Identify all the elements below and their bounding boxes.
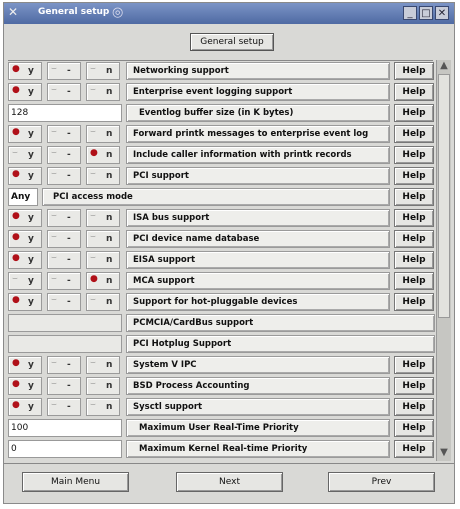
tristate-radio-n[interactable] [86, 167, 120, 185]
option-label: Maximum User Real-Time Priority [126, 419, 390, 437]
value-input[interactable]: 0 [8, 440, 122, 458]
option-row [8, 334, 433, 354]
radio-unselected-icon: ⌣ [51, 148, 57, 158]
tristate-radio-y[interactable] [8, 377, 42, 395]
radio-selected-icon: ● [12, 211, 20, 221]
option-label: EISA support [126, 251, 390, 269]
radio-selected-icon: ● [12, 379, 20, 389]
submenu-button[interactable]: PCMCIA/CardBus support [126, 314, 435, 332]
tristate-letter: y [28, 255, 34, 265]
option-row [8, 397, 433, 417]
tristate-letter: n [106, 255, 113, 265]
option-row [8, 124, 433, 144]
option-label: Maximum Kernel Real-time Priority [126, 440, 390, 458]
option-label: PCI device name database [126, 230, 390, 248]
tristate-radio-y[interactable] [8, 293, 42, 311]
option-label: Support for hot-pluggable devices [126, 293, 390, 311]
tristate-letter: y [28, 297, 34, 307]
radio-selected-icon: ● [12, 295, 20, 305]
radio-selected-icon: ● [12, 127, 20, 137]
radio-selected-icon: ● [12, 64, 20, 74]
close-button[interactable]: ✕ [435, 6, 449, 20]
help-button[interactable]: Help [394, 125, 434, 143]
tristate-letter: n [106, 297, 113, 307]
radio-unselected-icon: ⌣ [51, 211, 57, 221]
option-row [8, 229, 433, 249]
scrollbar-thumb[interactable] [438, 74, 450, 318]
tristate-letter: - [67, 276, 71, 286]
radio-unselected-icon: ⌣ [51, 127, 57, 137]
tristate-radio-m[interactable] [47, 377, 81, 395]
prev-button[interactable]: Prev [328, 472, 435, 492]
option-label: Forward printk messages to enterprise event log [126, 125, 390, 143]
help-button[interactable]: Help [394, 293, 434, 311]
radio-unselected-icon: ⌣ [90, 211, 96, 221]
value-input[interactable]: 128 [8, 104, 122, 122]
vertical-scrollbar[interactable] [436, 60, 451, 461]
tristate-letter: - [67, 234, 71, 244]
radio-unselected-icon: ⌣ [51, 232, 57, 242]
general-setup-header-button[interactable]: General setup [190, 33, 274, 51]
help-button[interactable]: Help [394, 146, 434, 164]
tristate-letter: n [106, 213, 113, 223]
tristate-letter: - [67, 213, 71, 223]
tristate-radio-y[interactable] [8, 62, 42, 80]
option-label: Include caller information with printk records [126, 146, 390, 164]
tristate-letter: - [67, 150, 71, 160]
radio-unselected-icon: ⌣ [90, 379, 96, 389]
tristate-letter: n [106, 381, 113, 391]
next-button[interactable]: Next [176, 472, 283, 492]
help-button[interactable]: Help [394, 440, 434, 458]
radio-unselected-icon: ⌣ [90, 295, 96, 305]
tristate-letter: y [28, 381, 34, 391]
tristate-radio-n[interactable] [86, 146, 120, 164]
window-title: General setup [38, 7, 110, 17]
radio-unselected-icon: ⌣ [90, 400, 96, 410]
tristate-letter: y [28, 276, 34, 286]
radio-unselected-icon: ⌣ [51, 253, 57, 263]
radio-unselected-icon: ⌣ [90, 127, 96, 137]
help-button[interactable]: Help [394, 356, 434, 374]
radio-unselected-icon: ⌣ [51, 169, 57, 179]
tristate-radio-n[interactable] [86, 230, 120, 248]
radio-selected-icon: ● [90, 274, 98, 284]
tristate-radio-y[interactable] [8, 146, 42, 164]
help-button[interactable]: Help [394, 83, 434, 101]
scroll-up-arrow-icon[interactable]: ▲ [440, 60, 448, 71]
tristate-letter: - [67, 297, 71, 307]
tristate-radio-n[interactable] [86, 83, 120, 101]
tristate-letter: y [28, 150, 34, 160]
tristate-radio-m[interactable] [47, 356, 81, 374]
tristate-radio-y[interactable] [8, 356, 42, 374]
tristate-radio-n[interactable] [86, 356, 120, 374]
help-button[interactable]: Help [394, 251, 434, 269]
radio-unselected-icon: ⌣ [51, 358, 57, 368]
radio-unselected-icon: ⌣ [12, 274, 18, 284]
tristate-letter: - [67, 381, 71, 391]
tristate-radio-n[interactable] [86, 251, 120, 269]
empty-option-cell [8, 335, 122, 353]
tristate-radio-m[interactable] [47, 167, 81, 185]
radio-selected-icon: ● [12, 85, 20, 95]
tristate-radio-m[interactable] [47, 398, 81, 416]
option-row [8, 82, 433, 102]
tristate-letter: n [106, 234, 113, 244]
radio-unselected-icon: ⌣ [51, 379, 57, 389]
radio-unselected-icon: ⌣ [12, 148, 18, 158]
tristate-radio-n[interactable] [86, 62, 120, 80]
tristate-radio-m[interactable] [47, 230, 81, 248]
radio-selected-icon: ● [12, 358, 20, 368]
option-row [8, 166, 433, 186]
general-setup-window [3, 2, 455, 504]
tristate-radio-y[interactable] [8, 167, 42, 185]
tristate-letter: n [106, 171, 113, 181]
tristate-radio-m[interactable] [47, 62, 81, 80]
tristate-radio-n[interactable] [86, 377, 120, 395]
help-button[interactable]: Help [394, 377, 434, 395]
option-label: Networking support [126, 62, 390, 80]
option-label: MCA support [126, 272, 390, 290]
empty-option-cell [8, 314, 122, 332]
tristate-letter: - [67, 255, 71, 265]
options-list [8, 60, 433, 462]
help-button[interactable]: Help [394, 272, 434, 290]
tristate-letter: y [28, 87, 34, 97]
option-row [8, 355, 433, 375]
radio-selected-icon: ● [12, 400, 20, 410]
tristate-letter: y [28, 129, 34, 139]
tristate-radio-y[interactable] [8, 125, 42, 143]
help-button[interactable]: Help [394, 209, 434, 227]
option-label: Sysctl support [126, 398, 390, 416]
scroll-down-arrow-icon[interactable]: ▼ [440, 447, 448, 458]
tristate-radio-m[interactable] [47, 272, 81, 290]
tristate-letter: y [28, 360, 34, 370]
option-row [8, 439, 433, 459]
radio-unselected-icon: ⌣ [51, 400, 57, 410]
option-label: Eventlog buffer size (in K bytes) [126, 104, 390, 122]
radio-unselected-icon: ⌣ [90, 232, 96, 242]
radio-selected-icon: ● [12, 169, 20, 179]
option-row [8, 250, 433, 270]
pci-access-mode-select[interactable]: Any [8, 188, 38, 206]
option-label: BSD Process Accounting [126, 377, 390, 395]
title-bar[interactable] [4, 3, 454, 24]
tristate-letter: - [67, 87, 71, 97]
tristate-letter: - [67, 360, 71, 370]
app-x-icon: ✕ [8, 5, 19, 19]
tristate-letter: n [106, 276, 113, 286]
tristate-letter: n [106, 150, 113, 160]
tristate-letter: y [28, 171, 34, 181]
tristate-radio-y[interactable] [8, 83, 42, 101]
help-button[interactable]: Help [394, 419, 434, 437]
option-row [8, 61, 433, 81]
option-label: Enterprise event logging support [126, 83, 390, 101]
tristate-radio-n[interactable] [86, 272, 120, 290]
tristate-letter: y [28, 402, 34, 412]
tristate-radio-n[interactable] [86, 398, 120, 416]
tristate-radio-y[interactable] [8, 230, 42, 248]
tristate-letter: - [67, 129, 71, 139]
tristate-letter: y [28, 66, 34, 76]
tristate-letter: n [106, 402, 113, 412]
main-menu-button[interactable]: Main Menu [22, 472, 129, 492]
radio-unselected-icon: ⌣ [90, 85, 96, 95]
help-button[interactable]: Help [394, 62, 434, 80]
tristate-letter: - [67, 171, 71, 181]
radio-unselected-icon: ⌣ [90, 253, 96, 263]
option-label: System V IPC [126, 356, 390, 374]
help-button[interactable]: Help [394, 398, 434, 416]
option-row [8, 271, 433, 291]
radio-selected-icon: ● [90, 148, 98, 158]
help-button[interactable]: Help [394, 104, 434, 122]
radio-unselected-icon: ⌣ [51, 274, 57, 284]
tristate-letter: n [106, 360, 113, 370]
tristate-radio-y[interactable] [8, 398, 42, 416]
radio-selected-icon: ● [12, 253, 20, 263]
option-label: PCI support [126, 167, 390, 185]
tristate-radio-y[interactable] [8, 209, 42, 227]
option-row [8, 313, 433, 333]
option-label: PCI access mode [42, 188, 390, 206]
option-row [8, 208, 433, 228]
help-button[interactable]: Help [394, 188, 434, 206]
radio-unselected-icon: ⌣ [90, 358, 96, 368]
tristate-radio-m[interactable] [47, 146, 81, 164]
tristate-radio-n[interactable] [86, 209, 120, 227]
option-row [8, 145, 433, 165]
tristate-radio-m[interactable] [47, 209, 81, 227]
system-menu-icon[interactable]: ◎ [112, 5, 124, 20]
radio-selected-icon: ● [12, 232, 20, 242]
tristate-letter: n [106, 87, 113, 97]
tristate-radio-m[interactable] [47, 251, 81, 269]
radio-unselected-icon: ⌣ [90, 169, 96, 179]
option-row [8, 292, 433, 312]
tristate-letter: y [28, 234, 34, 244]
radio-unselected-icon: ⌣ [51, 295, 57, 305]
tristate-radio-y[interactable] [8, 251, 42, 269]
help-button[interactable]: Help [394, 167, 434, 185]
option-label: ISA bus support [126, 209, 390, 227]
tristate-radio-m[interactable] [47, 83, 81, 101]
minimize-button[interactable]: _ [403, 6, 417, 20]
radio-unselected-icon: ⌣ [90, 64, 96, 74]
option-row [8, 103, 433, 123]
tristate-letter: n [106, 66, 113, 76]
tristate-letter: - [67, 66, 71, 76]
maximize-button[interactable]: □ [419, 6, 433, 20]
option-row [8, 376, 433, 396]
tristate-radio-y[interactable] [8, 272, 42, 290]
value-input[interactable]: 100 [8, 419, 122, 437]
tristate-radio-n[interactable] [86, 293, 120, 311]
radio-unselected-icon: ⌣ [51, 85, 57, 95]
tristate-letter: n [106, 129, 113, 139]
tristate-letter: y [28, 213, 34, 223]
option-row [8, 187, 433, 207]
tristate-radio-n[interactable] [86, 125, 120, 143]
radio-unselected-icon: ⌣ [51, 64, 57, 74]
tristate-radio-m[interactable] [47, 293, 81, 311]
tristate-letter: - [67, 402, 71, 412]
footer-bar [4, 463, 455, 504]
option-row [8, 418, 433, 438]
submenu-button[interactable]: PCI Hotplug Support [126, 335, 435, 353]
help-button[interactable]: Help [394, 230, 434, 248]
tristate-radio-m[interactable] [47, 125, 81, 143]
